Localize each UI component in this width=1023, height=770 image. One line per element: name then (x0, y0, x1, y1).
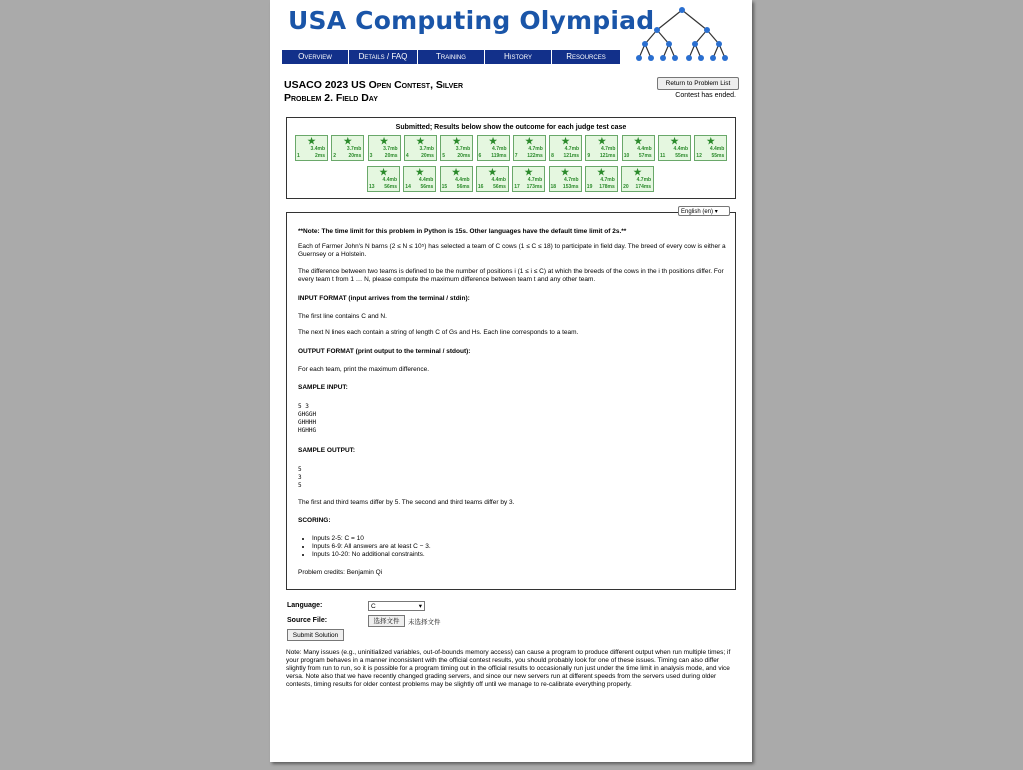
pass-star-icon: ★ (670, 136, 679, 146)
return-to-problem-list-button[interactable]: Return to Problem List (657, 77, 739, 90)
page (270, 0, 752, 762)
pass-star-icon: ★ (525, 136, 534, 146)
test-case-memory: 4.4mb (491, 177, 506, 183)
footer-note: Note: Many issues (e.g., uninitialized variables, out-of-bounds memory access) can cause a program to produce different output when run multiple times; if your program behaves in a manner inconsistent with the official contest results, you should probably look for one of these issues. Timing can also differ slightly from run to run, so it is possible for a program timing out in the official results to occasionally run just under the time limit in analysis mode, and vice versa. Note also that we have recently changed grading servers, and since our new servers run at different speeds from the servers used during older contests, timing results for older contest problems may be slightly off until we manage to re-calibrate everything properly. (286, 649, 731, 688)
pass-star-icon: ★ (379, 167, 388, 177)
tree-logo-icon (632, 6, 732, 62)
scoring-heading: SCORING: (298, 517, 331, 524)
test-case-number: 7 (514, 153, 518, 159)
pass-star-icon: ★ (488, 167, 497, 177)
test-case-time: 173ms (526, 184, 543, 190)
test-case-number: 1 (297, 153, 300, 159)
test-case-time: 20ms (384, 153, 398, 159)
test-case-number: 16 (477, 184, 484, 190)
test-case-result (403, 166, 436, 192)
pass-star-icon: ★ (634, 136, 643, 146)
test-case-memory: 4.4mb (709, 146, 725, 152)
test-case-memory: 3.7mb (455, 146, 471, 152)
test-case-result (549, 166, 582, 192)
sample-explanation: The first and third teams differ by 5. The second and third teams differ by 3. (298, 499, 515, 506)
test-case-result (440, 135, 473, 161)
test-case-time: 119ms (491, 153, 507, 159)
test-case-number: 8 (551, 153, 554, 159)
test-case-memory: 4.7mb (492, 146, 507, 152)
test-case-result (440, 166, 473, 192)
results-heading: Submitted; Results below show the outcome for each judge test case (395, 124, 627, 131)
test-case-memory: 3.7mb (383, 146, 398, 152)
nav-resources[interactable]: Resources (552, 50, 620, 64)
pass-star-icon: ★ (597, 136, 606, 146)
test-case-number: 5 (442, 153, 445, 159)
test-case-number: 15 (441, 184, 448, 190)
pass-star-icon: ★ (560, 167, 570, 177)
pass-star-icon: ★ (343, 136, 352, 146)
chevron-down-icon: ▾ (418, 603, 422, 610)
language-select-value: C (371, 603, 376, 610)
sample-input (298, 403, 726, 435)
test-case-time: 121ms (599, 153, 616, 159)
pass-star-icon: ★ (452, 136, 461, 146)
nav-overview[interactable]: Overview (282, 50, 348, 64)
test-case-number: 3 (369, 153, 373, 159)
pass-star-icon: ★ (416, 136, 425, 146)
test-case-memory: 4.7mb (564, 146, 580, 152)
test-case-time: 178ms (599, 184, 615, 190)
test-case-number: 13 (369, 184, 375, 190)
test-case-result (622, 135, 655, 161)
pass-star-icon: ★ (524, 167, 533, 177)
test-case-memory: 4.4mb (455, 177, 470, 183)
output-format-heading: OUTPUT FORMAT (print output to the terminal / stdout): (298, 348, 471, 355)
test-case-time: 56ms (420, 184, 434, 190)
pass-star-icon: ★ (380, 136, 389, 146)
test-case-number: 4 (405, 153, 409, 159)
test-case-memory: 4.4mb (418, 177, 434, 183)
test-case-memory: 4.4mb (673, 146, 688, 152)
problem-name: Problem 2. Field Day (284, 92, 378, 104)
nav-history[interactable]: History (485, 50, 551, 64)
time-limit-note: **Note: The time limit for this problem in Python is 15s. Other languages have the default time limit of 2s.** (298, 228, 627, 235)
test-case-number: 11 (660, 153, 666, 159)
test-case-memory: 4.7mb (528, 146, 543, 152)
problem-statement (286, 212, 736, 590)
test-case-time: 56ms (384, 184, 397, 190)
scoring-item: • Inputs 6-9: All answers are at least C − 3. (312, 543, 726, 551)
pass-star-icon: ★ (706, 136, 715, 146)
main-nav (282, 50, 620, 64)
sample-output-heading: SAMPLE OUTPUT: (298, 447, 356, 454)
input-format-heading: INPUT FORMAT (input arrives from the terminal / stdin): (298, 295, 470, 302)
problem-credits: Problem credits: Benjamin Qi (298, 569, 383, 576)
test-case-time: 20ms (421, 153, 434, 159)
test-case-result (368, 135, 401, 161)
test-case-time: 20ms (457, 153, 471, 159)
test-case-memory: 4.7mb (600, 177, 615, 183)
test-case-result (621, 166, 654, 192)
choose-file-button[interactable]: 选择文件 (368, 615, 405, 627)
statement-language-value: English (en) (681, 209, 714, 215)
test-case-number: 2 (333, 153, 337, 159)
site-title[interactable]: USA Computing Olympiad (288, 6, 655, 35)
results-panel (286, 117, 736, 199)
test-case-time: 57ms (638, 153, 652, 159)
contest-status: Contest has ended. (675, 92, 736, 99)
pass-star-icon: ★ (488, 136, 498, 146)
test-case-time: 174ms (635, 184, 652, 190)
test-case-memory: 4.7mb (564, 177, 579, 183)
test-case-number: 6 (478, 153, 482, 159)
sample-input-heading: SAMPLE INPUT: (298, 384, 348, 391)
language-select[interactable] (368, 601, 425, 611)
test-case-time: 55ms (711, 153, 725, 159)
input-format-line-1: The first line contains C and N. (298, 313, 387, 320)
scoring-list (298, 535, 726, 559)
test-case-number: 12 (696, 153, 702, 159)
sample-output (298, 466, 726, 490)
test-case-time: 2ms (314, 153, 325, 159)
page-title (284, 79, 463, 105)
nav-details-faq[interactable]: Details / FAQ (349, 50, 417, 64)
test-case-result (476, 166, 509, 192)
test-case-result (477, 135, 510, 161)
test-case-memory: 4.7mb (527, 177, 543, 183)
no-file-chosen-text: 未选择文件 (408, 619, 441, 626)
test-case-result (549, 135, 582, 161)
test-case-memory: 3.7mb (346, 146, 362, 152)
pass-star-icon: ★ (452, 167, 461, 177)
test-case-result (367, 166, 400, 192)
test-case-time: 122ms (527, 153, 543, 159)
test-case-result (512, 166, 545, 192)
test-case-time: 55ms (675, 153, 688, 159)
test-case-memory: 3.4mb (310, 146, 325, 152)
test-case-number: 17 (514, 184, 520, 190)
sample-input-line: GHHHH (298, 419, 317, 426)
pass-star-icon: ★ (633, 167, 642, 177)
test-case-time: 121ms (563, 153, 580, 159)
language-label: Language: (287, 602, 323, 609)
test-case-time: 56ms (456, 184, 470, 190)
test-case-time: 20ms (348, 153, 362, 159)
nav-training[interactable]: Training (418, 50, 484, 64)
test-case-number: 10 (623, 153, 630, 159)
problem-paragraph-1: Each of Farmer John's N barns (2 ≤ N ≤ 10⁵) has selected a team of C cows (1 ≤ C ≤ 18) to participate in field day. The breed of every cow is either a Guernsey or a Holstein. (298, 243, 726, 258)
sample-input-line: 5 3 (298, 403, 309, 410)
test-case-result (513, 135, 546, 161)
test-case-result (585, 135, 618, 161)
test-case-time: 56ms (493, 184, 506, 190)
test-case-memory: 4.4mb (637, 146, 652, 152)
sample-output-line: 5 (298, 482, 302, 489)
scoring-item: • Inputs 10-20: No additional constraints. (312, 551, 726, 559)
test-case-number: 14 (405, 184, 411, 190)
test-case-number: 18 (550, 184, 557, 190)
test-case-result (295, 135, 328, 161)
test-case-result (694, 135, 727, 161)
test-case-memory: 4.4mb (382, 177, 397, 183)
output-format-line: For each team, print the maximum difference. (298, 366, 430, 373)
sample-input-line: GHGGH (298, 411, 317, 418)
test-case-number: 19 (586, 184, 593, 190)
sample-input-line: HGHHG (298, 427, 317, 434)
test-case-result (585, 166, 618, 192)
test-case-time: 153ms (562, 184, 579, 190)
test-case-memory: 3.7mb (419, 146, 434, 152)
pass-star-icon: ★ (307, 136, 316, 146)
scoring-item: • Inputs 2-5: C = 10 (312, 535, 726, 543)
input-format-line-2: The next N lines each contain a string of length C of Gs and Hs. Each line corresponds to a team. (298, 329, 579, 336)
statement-language-select[interactable] (678, 206, 730, 216)
source-file-label: Source File: (287, 617, 328, 624)
sample-output-line: 3 (298, 474, 302, 481)
chevron-down-icon: ▾ (714, 209, 718, 215)
test-case-result (331, 135, 364, 161)
contest-name: USACO 2023 US Open Contest, Silver (284, 79, 463, 91)
problem-paragraph-2: The difference between two teams is defined to be the number of positions i (1 ≤ i ≤ C) at which the breeds of the cows in the i th positions differ. For every team t from 1 … N, please compute the maximum difference between team t and any other team. (298, 268, 724, 283)
pass-star-icon: ★ (561, 136, 570, 146)
test-case-result (658, 135, 691, 161)
test-case-number: 9 (587, 153, 591, 159)
pass-star-icon: ★ (597, 167, 606, 177)
test-case-memory: 4.7mb (600, 146, 616, 152)
sample-output-line: 5 (298, 466, 302, 473)
submit-solution-button[interactable]: Submit Solution (287, 629, 344, 641)
test-case-result (404, 135, 437, 161)
test-case-number: 20 (623, 184, 629, 190)
pass-star-icon: ★ (415, 167, 424, 177)
test-case-memory: 4.7mb (636, 177, 652, 183)
